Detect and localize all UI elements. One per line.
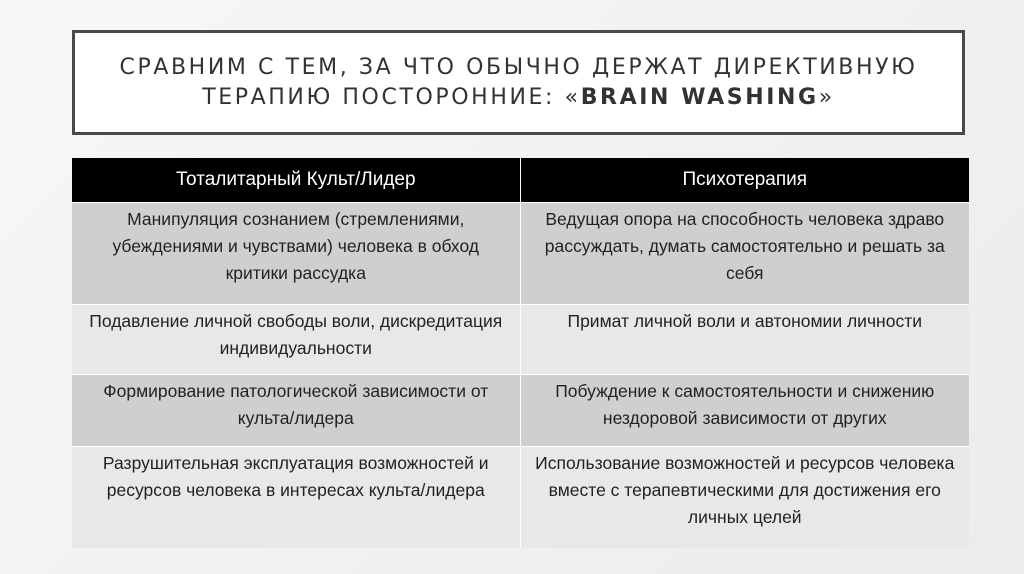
table-row: [72, 203, 969, 305]
header-cult: Тоталитарный Культ/Лидер: [72, 158, 520, 203]
therapy-cell: Ведущая опора на способность человека здраво рассуждать, думать самостоятельно и решать за себя: [520, 203, 969, 305]
table-header-row: [72, 158, 969, 203]
cult-cell: Манипуляция сознанием (стремлениями, убеждениями и чувствами) человека в обход критики рассудка: [72, 203, 520, 305]
table-row: [72, 305, 969, 375]
title-line-2-suffix: »: [818, 84, 835, 110]
title-line-2-prefix: ТЕРАПИЮ ПОСТОРОННИЕ: «: [202, 84, 581, 110]
cult-cell: Подавление личной свободы воли, дискредитация индивидуальности: [72, 305, 520, 375]
cult-cell: Разрушительная эксплуатация возможностей и ресурсов человека в интересах культа/лидера: [72, 447, 520, 549]
title-line-2-bold: BRAIN WASHING: [580, 84, 819, 110]
title-box: [72, 30, 965, 135]
slide-title: [75, 53, 962, 113]
therapy-cell: Побуждение к самостоятельности и снижению нездоровой зависимости от других: [520, 375, 969, 447]
header-therapy: Психотерапия: [520, 158, 969, 203]
table-row: [72, 447, 969, 549]
comparison-table: [72, 158, 969, 548]
cult-cell: Формирование патологической зависимости от культа/лидера: [72, 375, 520, 447]
table-row: [72, 375, 969, 447]
therapy-cell: Примат личной воли и автономии личности: [520, 305, 969, 375]
therapy-cell: Использование возможностей и ресурсов человека вместе с терапевтическими для достижения его личных целей: [520, 447, 969, 549]
title-line-1: СРАВНИМ С ТЕМ, ЗА ЧТО ОБЫЧНО ДЕРЖАТ ДИРЕКТИВНУЮ: [119, 54, 918, 80]
